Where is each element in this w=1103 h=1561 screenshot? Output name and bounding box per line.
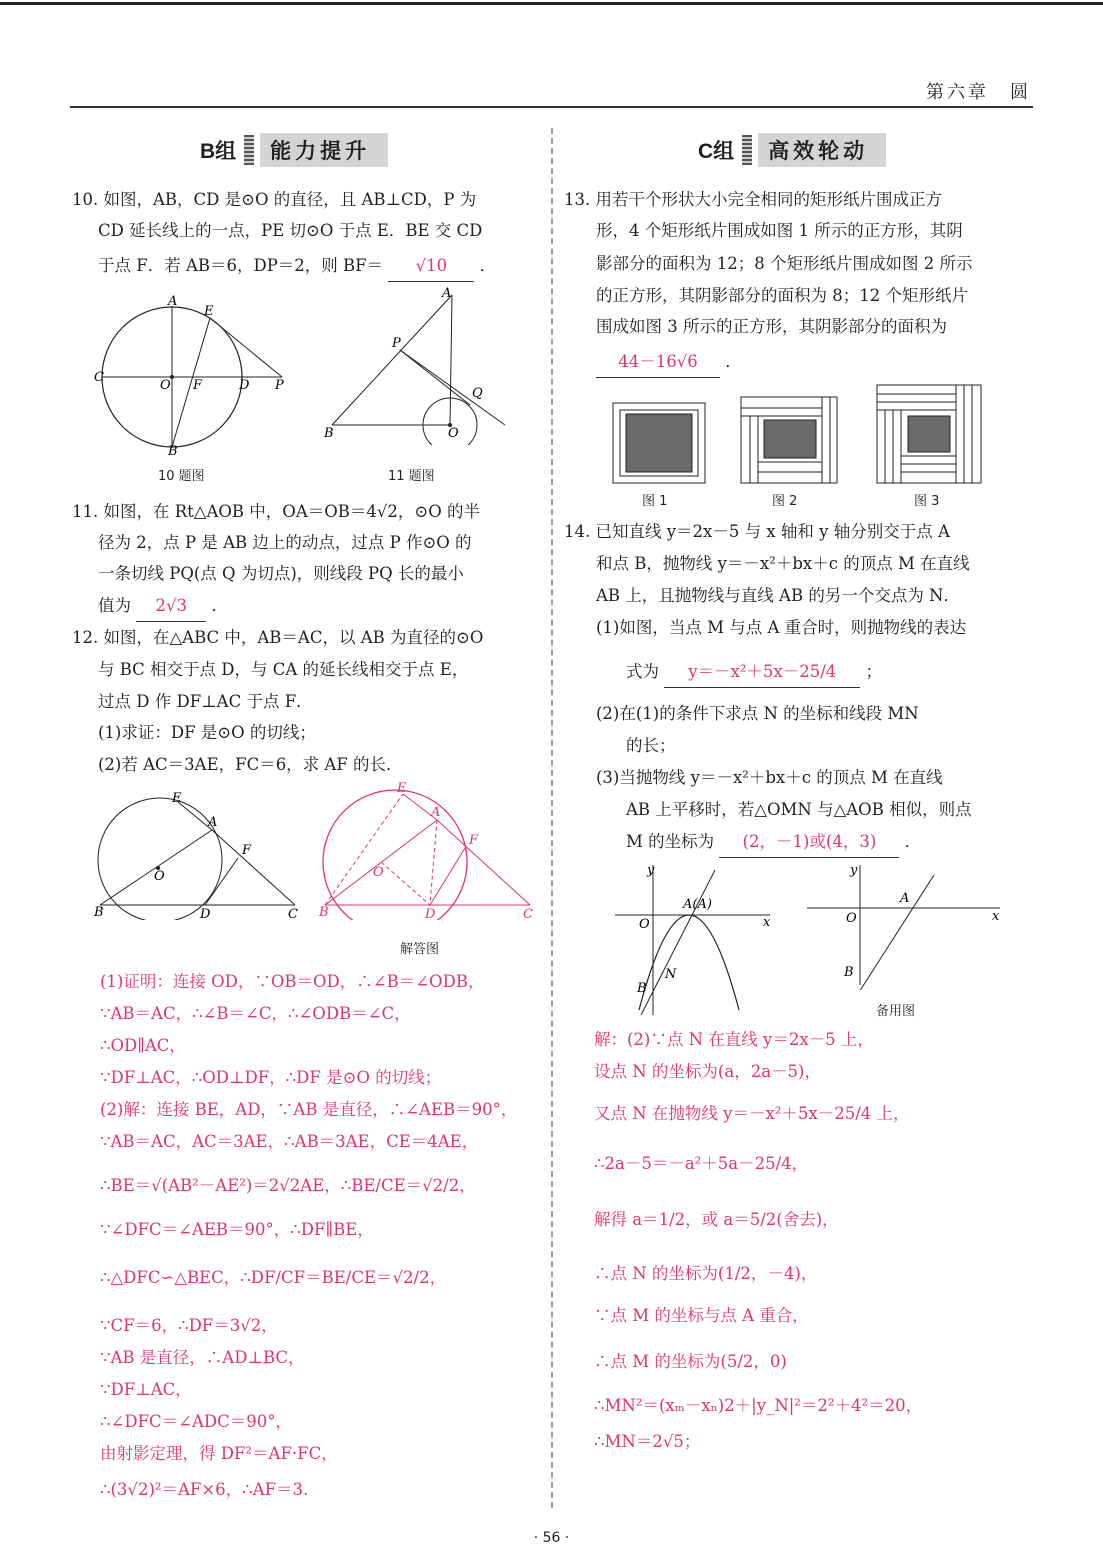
svg-text:B: B bbox=[844, 965, 854, 980]
fig12-caption: 解答图 bbox=[400, 942, 440, 957]
fig11-caption: 11 题图 bbox=[388, 469, 435, 484]
chapter-header: 第六章 圆 bbox=[926, 82, 1031, 103]
q12-line4: (1)求证：DF 是⊙O 的切线； bbox=[98, 723, 316, 742]
figure-13-1 bbox=[612, 402, 707, 484]
svg-text:C: C bbox=[94, 370, 104, 385]
figure-13-3 bbox=[876, 384, 982, 484]
svg-text:F: F bbox=[469, 833, 479, 848]
q13-end: ． bbox=[725, 352, 742, 371]
svg-text:N: N bbox=[665, 967, 677, 982]
sol12-line: (2)解：连接 BE，AD，∵AB 是直径，∴∠AEB＝90°， bbox=[100, 1100, 518, 1119]
q10-answer: √10 bbox=[388, 250, 474, 282]
page-number: · 56 · bbox=[533, 1530, 570, 1546]
q14-line7: 的长； bbox=[626, 736, 676, 755]
sol12-line: ∴OD∥AC， bbox=[100, 1036, 186, 1055]
sol12-line: ∵∠DFC＝∠AEB＝90°，∴DF∥BE， bbox=[100, 1220, 374, 1239]
svg-text:O: O bbox=[160, 378, 171, 393]
sol12-line: ∴∠DFC＝∠ADC＝90°， bbox=[100, 1412, 292, 1431]
q11-line4-text: 值为 bbox=[98, 596, 131, 615]
header-rule bbox=[70, 106, 1033, 108]
q14-answer1: y＝－x²＋5x－25/4 bbox=[664, 656, 860, 688]
sol12-line: ∵DF⊥AC， bbox=[100, 1380, 192, 1399]
sol14-line: ∴MN＝2√5； bbox=[594, 1432, 701, 1451]
fig14-caption: 备用图 bbox=[876, 1004, 916, 1019]
svg-text:A: A bbox=[431, 805, 441, 820]
q13-line2: 形，4 个矩形纸片围成如图 1 所示的正方形，其阴 bbox=[596, 221, 963, 240]
svg-text:B: B bbox=[319, 905, 329, 920]
fig10-caption: 10 题图 bbox=[158, 469, 205, 484]
svg-text:D: D bbox=[239, 378, 250, 393]
figure-13-2 bbox=[740, 396, 838, 484]
sol12-line: 由射影定理，得 DF²＝AF·FC， bbox=[100, 1444, 338, 1463]
q11-line4 bbox=[98, 590, 228, 622]
sol14-line: 解：(2)∵点 N 在直线 y＝2x－5 上， bbox=[594, 1030, 874, 1049]
top-border bbox=[0, 2, 1103, 5]
fig13-caption-3: 图 3 bbox=[914, 494, 940, 509]
svg-text:P: P bbox=[392, 336, 401, 351]
sol14-line: 又点 N 在抛物线 y＝－x²＋5x－25/4 上， bbox=[594, 1104, 910, 1123]
svg-text:x: x bbox=[992, 909, 1000, 924]
q14-answer3: (2，－1)或(4，3) bbox=[719, 826, 899, 858]
figure-14-parabola bbox=[605, 860, 775, 1020]
svg-text:Q: Q bbox=[472, 386, 483, 401]
svg-text:A: A bbox=[442, 286, 452, 301]
figure-10 bbox=[92, 295, 302, 455]
sol12-line: ∵AB＝AC，∴∠B＝∠C，∴∠ODB＝∠C， bbox=[100, 1004, 411, 1023]
q12-line5: (2)若 AC＝3AE，FC＝6，求 AF 的长． bbox=[98, 755, 403, 774]
q14-line5 bbox=[626, 656, 882, 688]
q12-line2: 与 BC 相交于点 D，与 CA 的延长线相交于点 E， bbox=[98, 660, 469, 679]
sol14-line: ∴点 N 的坐标为(1/2，－4)， bbox=[594, 1264, 818, 1283]
section-c-letter: C组 bbox=[698, 140, 735, 163]
svg-text:O: O bbox=[154, 869, 165, 884]
q10-line3-text: 于点 F．若 AB＝6，DP＝2，则 BF＝ bbox=[98, 256, 384, 275]
q13-line3: 影部分的面积为 12；8 个矩形纸片围成如图 2 所示 bbox=[596, 254, 973, 273]
sol12-line: ∵AB＝AC，AC＝3AE，∴AB＝3AE，CE＝4AE， bbox=[100, 1132, 479, 1151]
svg-text:B: B bbox=[324, 426, 334, 441]
fig13-caption-2: 图 2 bbox=[772, 494, 798, 509]
q10-line2: CD 延长线上的一点，PE 切⊙O 于点 E．BE 交 CD bbox=[98, 221, 483, 240]
q13-line4: 的正方形，其阴影部分的面积为 8；12 个矩形纸片 bbox=[596, 286, 968, 305]
svg-text:O: O bbox=[448, 426, 459, 441]
svg-text:A: A bbox=[900, 891, 910, 906]
svg-text:B: B bbox=[637, 981, 647, 996]
q14-end3: ． bbox=[904, 832, 922, 851]
figure-11 bbox=[320, 285, 520, 445]
svg-text:y: y bbox=[850, 863, 858, 878]
section-b-banner bbox=[190, 134, 388, 166]
sol14-line: 设点 N 的坐标为(a，2a－5)， bbox=[594, 1062, 821, 1081]
q14-line10 bbox=[626, 826, 921, 858]
q11-line3: 一条切线 PQ(点 Q 为切点)，则线段 PQ 长的最小 bbox=[98, 564, 464, 583]
sol12-line: (1)证明：连接 OD，∵OB＝OD，∴∠B＝∠ODB， bbox=[100, 972, 485, 991]
svg-text:O: O bbox=[846, 911, 857, 926]
svg-text:A: A bbox=[208, 815, 218, 830]
q13-answer-line bbox=[596, 346, 742, 378]
sol12-line: ∵CF＝6，∴DF＝3√2， bbox=[100, 1316, 278, 1335]
svg-text:E: E bbox=[172, 791, 182, 806]
svg-text:A: A bbox=[168, 295, 178, 309]
q13-answer: 44－16√6 bbox=[596, 346, 720, 378]
q10-line3 bbox=[98, 250, 496, 282]
banner-separator bbox=[742, 135, 752, 165]
svg-text:C: C bbox=[523, 907, 533, 920]
q14-line4: (1)如图，当点 M 与点 A 重合时，则抛物线的表达 bbox=[596, 618, 967, 637]
sol12-line: ∴△DFC∽△BEC，∴DF/CF＝BE/CE＝√2/2， bbox=[100, 1268, 447, 1287]
q14-line5-text: 式为 bbox=[626, 662, 659, 681]
q11-answer: 2√3 bbox=[136, 590, 206, 622]
svg-text:y: y bbox=[647, 863, 655, 878]
svg-text:D: D bbox=[425, 907, 436, 920]
q13-line5: 围成如图 3 所示的正方形，其阴影部分的面积为 bbox=[596, 317, 947, 336]
svg-text:x: x bbox=[763, 915, 771, 930]
svg-text:B: B bbox=[168, 444, 178, 455]
svg-text:F: F bbox=[242, 843, 252, 858]
svg-text:P: P bbox=[275, 378, 284, 393]
q14-line9: AB 上平移时，若△OMN 与△AOB 相似，则点 bbox=[626, 800, 972, 819]
section-b-title: 能力提升 bbox=[260, 133, 388, 167]
figure-12 bbox=[90, 790, 310, 920]
q11-line2: 径为 2，点 P 是 AB 边上的动点，过点 P 作⊙O 的 bbox=[98, 533, 472, 552]
section-c-title: 高效轮动 bbox=[758, 133, 886, 167]
sol14-line: ∴MN²＝(xₘ－xₙ)2＋|y_N|²＝2²＋4²＝20， bbox=[594, 1396, 923, 1415]
column-divider bbox=[551, 128, 553, 1508]
q14-line3: AB 上，且抛物线与直线 AB 的另一个交点为 N． bbox=[596, 586, 960, 605]
svg-text:E: E bbox=[204, 304, 214, 319]
sol12-line: ∴(3√2)²＝AF×6，∴AF＝3. bbox=[100, 1480, 309, 1499]
svg-text:A(A): A(A) bbox=[683, 897, 712, 912]
figure-14-blank bbox=[802, 860, 1002, 990]
section-b-letter: B组 bbox=[200, 140, 237, 163]
q12-line1: 12. 如图，在△ABC 中，AB＝AC，以 AB 为直径的⊙O bbox=[72, 628, 484, 647]
figure-12-solution bbox=[315, 780, 545, 920]
q11-end: ． bbox=[211, 596, 228, 615]
q12-line3: 过点 D 作 DF⊥AC 于点 F． bbox=[98, 692, 313, 711]
q14-line10-text: M 的坐标为 bbox=[626, 832, 715, 851]
fig13-caption-1: 图 1 bbox=[642, 494, 668, 509]
q14-line1: 14. 已知直线 y＝2x－5 与 x 轴和 y 轴分别交于点 A bbox=[564, 522, 950, 541]
sol12-line: ∵AB 是直径，∴AD⊥BC， bbox=[100, 1348, 305, 1367]
q14-line6: (2)在(1)的条件下求点 N 的坐标和线段 MN bbox=[596, 704, 919, 723]
svg-text:E: E bbox=[397, 781, 407, 796]
q10-end: ． bbox=[479, 256, 497, 275]
sol14-line: ∴点 M 的坐标为(5/2，0) bbox=[594, 1352, 787, 1371]
sol14-line: 解得 a＝1/2，或 a＝5/2(舍去)， bbox=[594, 1210, 839, 1229]
sol14-line: ∴2a－5＝－a²＋5a－25/4， bbox=[594, 1154, 809, 1173]
svg-text:B: B bbox=[94, 905, 104, 920]
q14-line2: 和点 B，抛物线 y＝－x²＋bx＋c 的顶点 M 在直线 bbox=[596, 554, 970, 573]
q13-line1: 13. 用若干个形状大小完全相同的矩形纸片围成正方 bbox=[564, 190, 942, 209]
svg-text:O: O bbox=[639, 917, 650, 932]
svg-text:F: F bbox=[193, 378, 203, 393]
q11-line1: 11. 如图，在 Rt△AOB 中，OA＝OB＝4√2，⊙O 的半 bbox=[72, 502, 480, 521]
svg-text:O: O bbox=[373, 865, 384, 880]
svg-text:C: C bbox=[288, 907, 298, 920]
sol12-line: ∴BE＝√(AB²－AE²)＝2√2AE，∴BE/CE＝√2/2， bbox=[100, 1176, 476, 1195]
q10-line1: 10. 如图，AB，CD 是⊙O 的直径，且 AB⊥CD，P 为 bbox=[72, 190, 477, 209]
sol14-line: ∵点 M 的坐标与点 A 重合， bbox=[594, 1306, 809, 1325]
banner-separator bbox=[244, 135, 254, 165]
svg-text:D: D bbox=[200, 907, 211, 920]
section-c-banner bbox=[688, 134, 886, 166]
sol12-line: ∵DF⊥AC，∴OD⊥DF，∴DF 是⊙O 的切线； bbox=[100, 1068, 442, 1087]
q14-end1: ； bbox=[865, 662, 882, 681]
q14-line8: (3)当抛物线 y＝－x²＋bx＋c 的顶点 M 在直线 bbox=[596, 768, 943, 787]
